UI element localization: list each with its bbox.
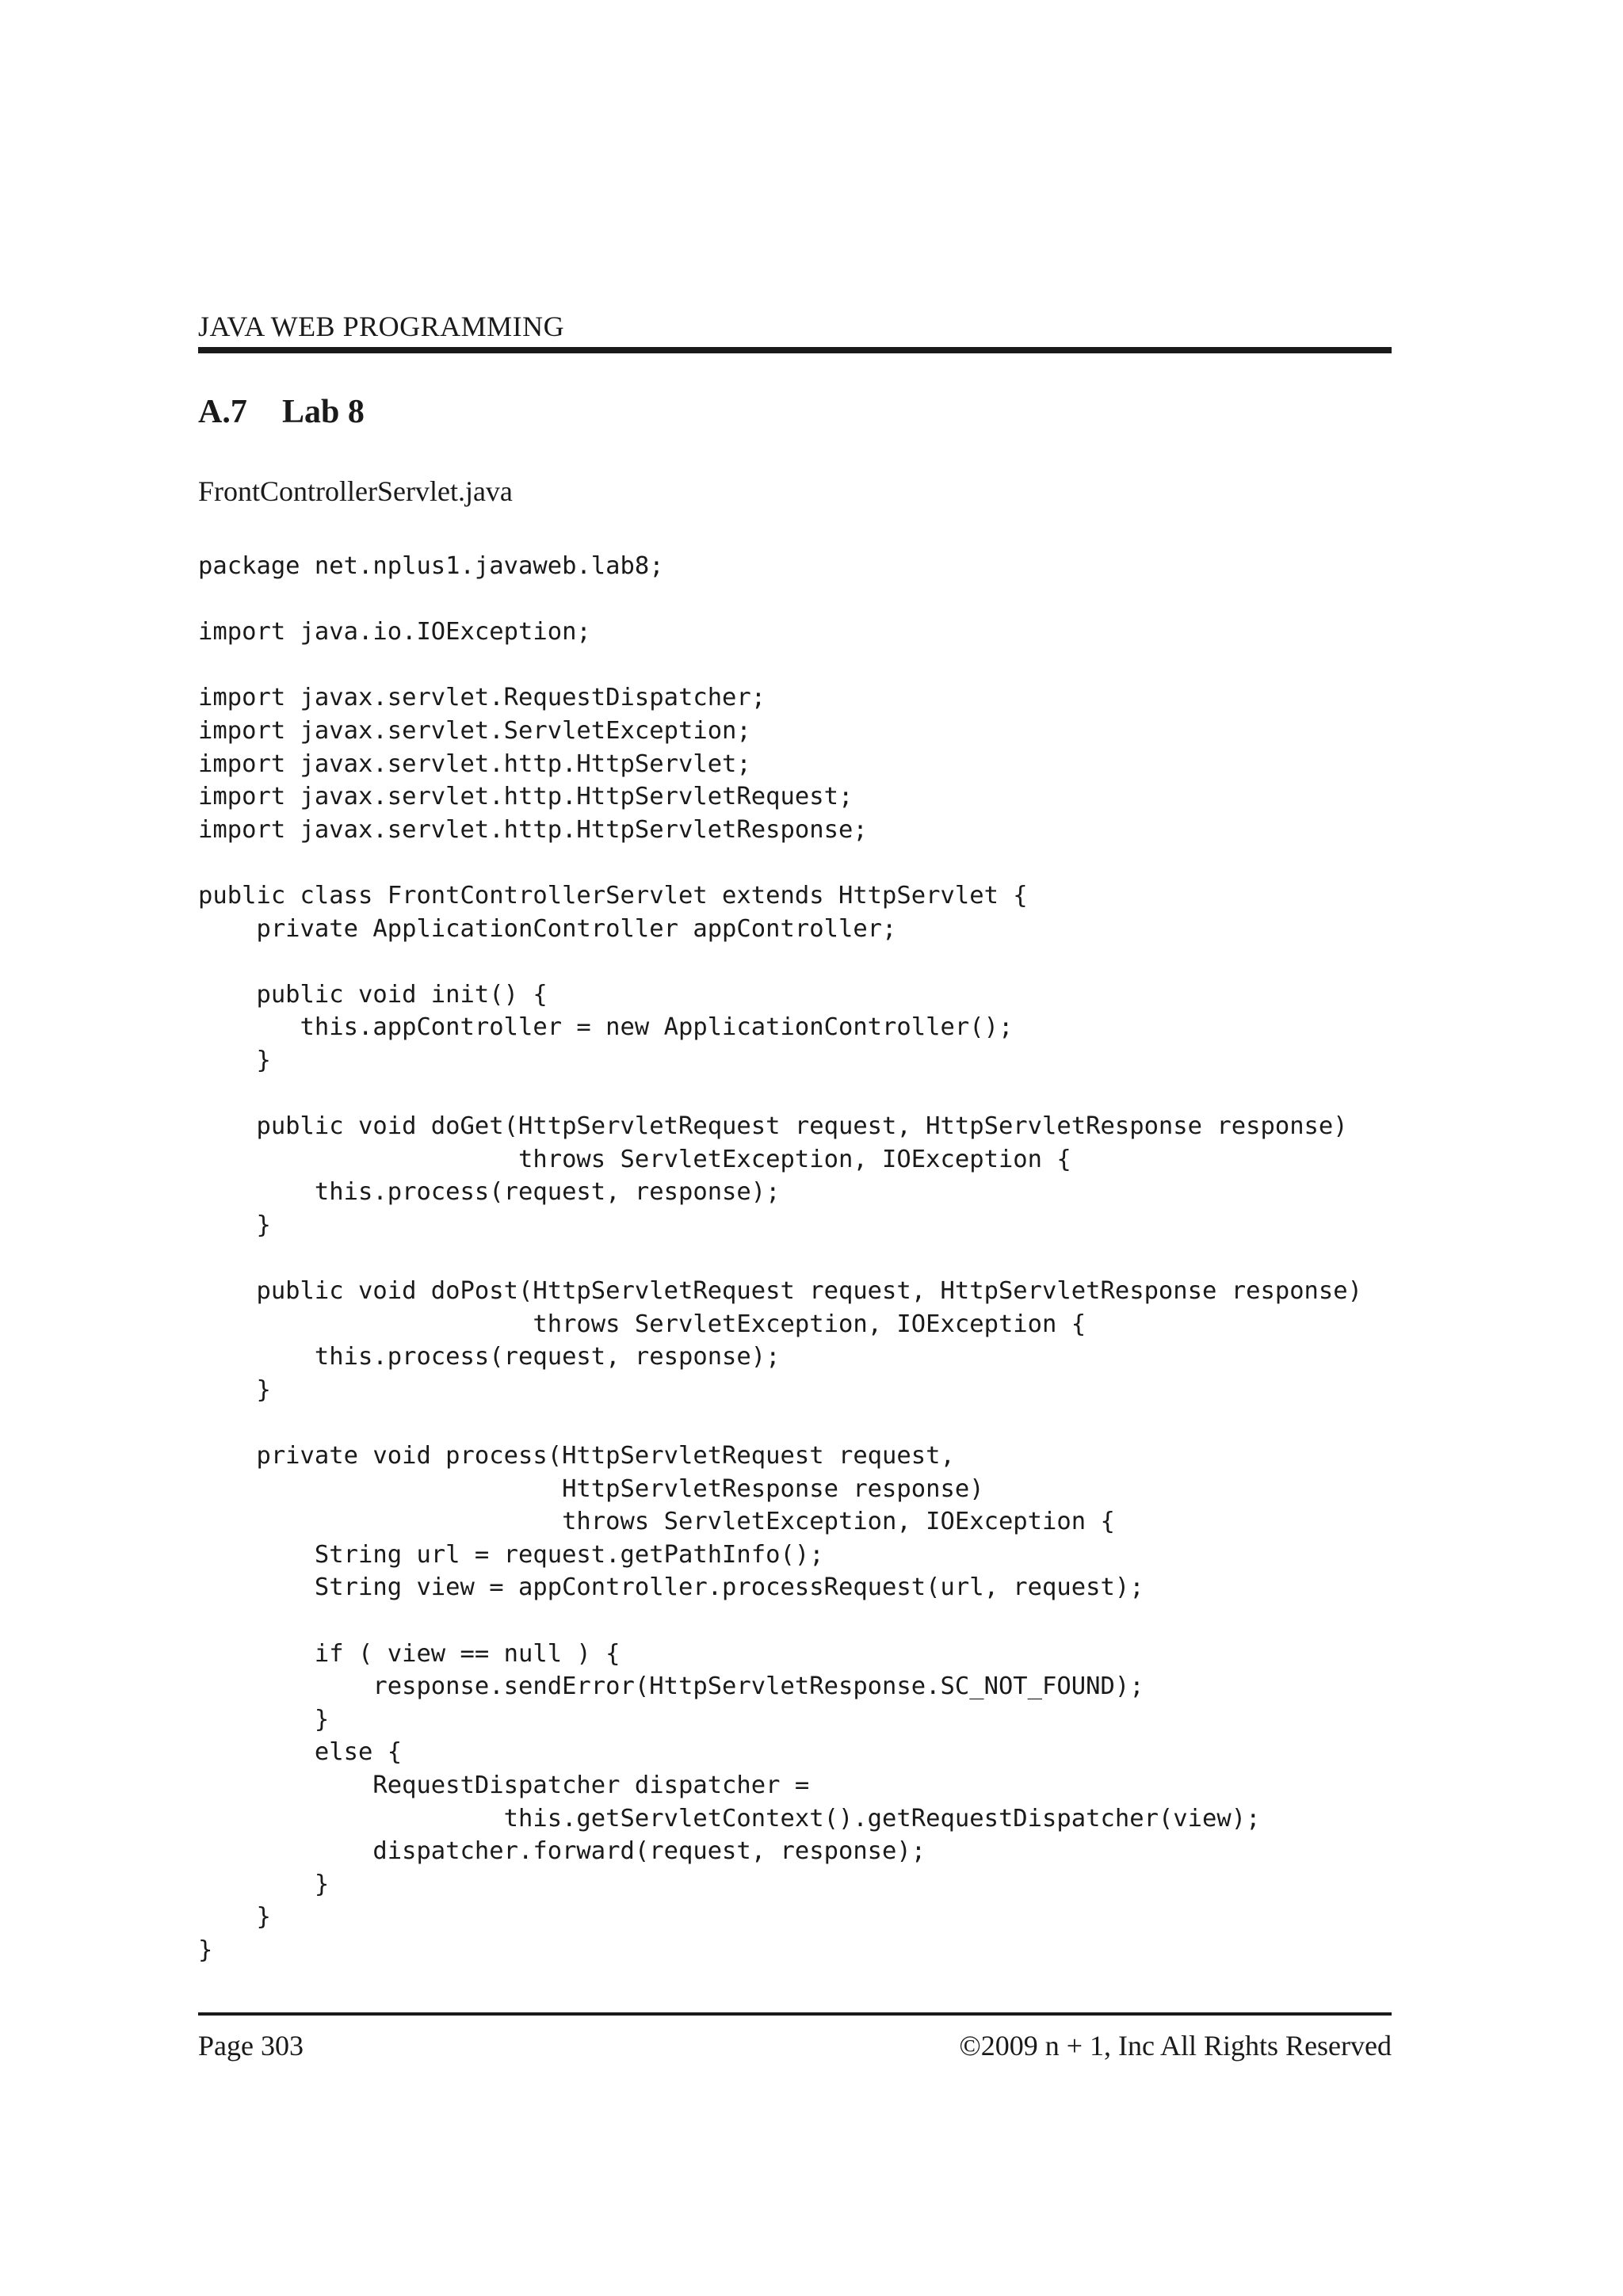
page-number: Page 303 <box>198 2030 304 2061</box>
code-listing: package net.nplus1.javaweb.lab8; import java.io.IOException; import javax.servlet.RequestDispatcher; import javax.servlet.ServletException; import javax.servlet.http.HttpServlet; import javax.servlet.http.HttpServletRequest; import javax.servlet.http.HttpServletResponse; public class FrontControllerServlet extends HttpServlet { private ApplicationController appController; public void init() { this.appController = new ApplicationController(); } public void doGet(HttpServletRequest request, HttpServletResponse response) throws ServletException, IOException { this.process(request, response); } public void doPost(HttpServletRequest request, HttpServletResponse response) throws ServletException, IOException { this.process(request, response); } private void process(HttpServletRequest request, HttpServletResponse response) throws ServletException, IOException { String url = request.getPathInfo(); String view = appController.processRequest(url, request); if ( view == null ) { response.sendError(HttpServletResponse.SC_NOT_FOUND); } else { RequestDispatcher dispatcher = this.getServletContext().getRequestDispatcher(view); dispatcher.forward(request, response); } } } <box>198 552 1363 1964</box>
footer-rule <box>198 2012 1392 2016</box>
copyright-notice: ©2009 n + 1, Inc All Rights Reserved <box>959 2030 1392 2061</box>
file-title: FrontControllerServlet.java <box>198 475 513 507</box>
section-heading <box>198 390 365 434</box>
section-title: Lab 8 <box>282 394 365 430</box>
running-header: JAVA WEB PROGRAMMING <box>198 311 565 342</box>
header-rule <box>198 347 1392 353</box>
section-number: A.7 <box>198 394 247 430</box>
